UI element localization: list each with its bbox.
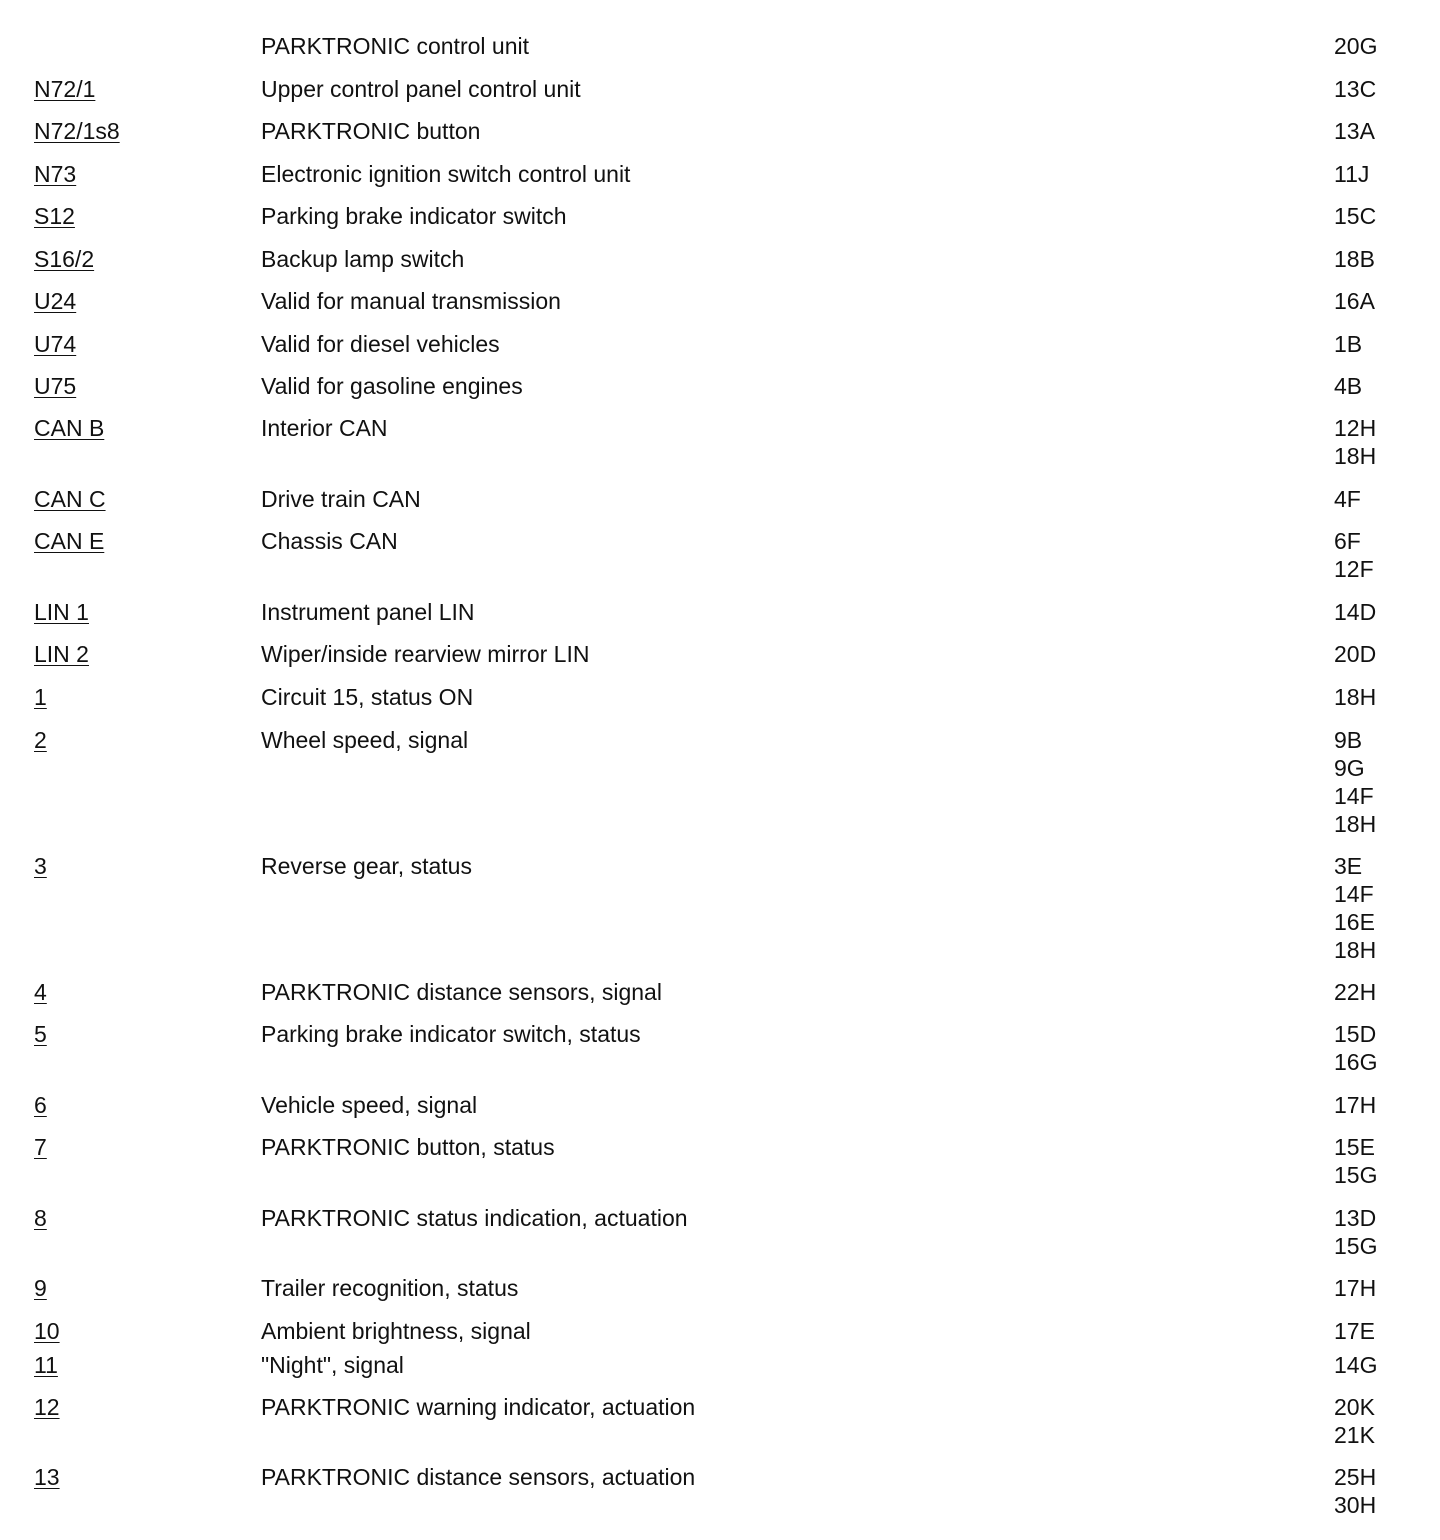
grid-reference: 20G bbox=[1334, 33, 1378, 59]
component-description: Parking brake indicator switch, status bbox=[261, 1021, 641, 1047]
grid-reference: 15G bbox=[1334, 1233, 1378, 1259]
grid-reference-list bbox=[1334, 330, 1424, 358]
component-description: Electronic ignition switch control unit bbox=[261, 161, 631, 187]
grid-reference: 17H bbox=[1334, 1092, 1377, 1118]
grid-reference: 16G bbox=[1334, 1049, 1378, 1075]
grid-reference-list bbox=[1334, 598, 1424, 626]
legend-row bbox=[0, 1463, 1440, 1518]
component-code-link[interactable]: 2 bbox=[34, 727, 47, 753]
legend-row bbox=[0, 598, 1440, 626]
grid-reference: 22H bbox=[1334, 979, 1377, 1005]
grid-reference: 15D bbox=[1334, 1021, 1377, 1047]
component-code-link[interactable]: CAN E bbox=[34, 528, 105, 554]
component-description: PARKTRONIC distance sensors, actuation bbox=[261, 1464, 696, 1490]
legend-row bbox=[0, 1020, 1440, 1075]
legend-row bbox=[0, 1204, 1440, 1259]
component-description: Chassis CAN bbox=[261, 528, 398, 554]
component-description: Wheel speed, signal bbox=[261, 727, 469, 753]
legend-row bbox=[0, 287, 1440, 315]
legend-row bbox=[0, 117, 1440, 145]
grid-reference-list bbox=[1334, 485, 1424, 513]
legend-row bbox=[0, 852, 1440, 963]
component-description: PARKTRONIC control unit bbox=[261, 33, 529, 59]
grid-reference: 25H bbox=[1334, 1464, 1377, 1490]
grid-reference-list bbox=[1334, 245, 1424, 273]
component-code-link[interactable]: 10 bbox=[34, 1318, 60, 1344]
grid-reference: 11J bbox=[1334, 161, 1370, 187]
grid-reference-list bbox=[1334, 1204, 1424, 1260]
component-code-link[interactable]: 12 bbox=[34, 1394, 60, 1420]
grid-reference: 9G bbox=[1334, 755, 1365, 781]
component-description: "Night", signal bbox=[261, 1352, 404, 1378]
legend-row bbox=[0, 1351, 1440, 1379]
legend-row bbox=[0, 485, 1440, 513]
component-code-link[interactable]: 4 bbox=[34, 979, 47, 1005]
component-code-link[interactable]: 7 bbox=[34, 1134, 47, 1160]
component-description: PARKTRONIC button bbox=[261, 118, 481, 144]
grid-reference-list bbox=[1334, 1393, 1424, 1449]
component-code-link[interactable]: 5 bbox=[34, 1021, 47, 1047]
grid-reference-list bbox=[1334, 1133, 1424, 1189]
component-description: Wiper/inside rearview mirror LIN bbox=[261, 641, 590, 667]
grid-reference-list bbox=[1334, 202, 1424, 230]
legend-row bbox=[0, 1393, 1440, 1448]
grid-reference: 16E bbox=[1334, 909, 1375, 935]
grid-reference: 14G bbox=[1334, 1352, 1378, 1378]
component-code-link[interactable]: U75 bbox=[34, 373, 77, 399]
component-description: Reverse gear, status bbox=[261, 853, 472, 879]
legend-row bbox=[0, 372, 1440, 400]
component-description: PARKTRONIC distance sensors, signal bbox=[261, 979, 662, 1005]
grid-reference: 12H bbox=[1334, 415, 1377, 441]
legend-row bbox=[0, 1133, 1440, 1188]
grid-reference: 13A bbox=[1334, 118, 1375, 144]
legend-row bbox=[0, 1274, 1440, 1302]
component-code-link[interactable]: S12 bbox=[34, 203, 75, 229]
legend-row bbox=[0, 726, 1440, 837]
component-description: Circuit 15, status ON bbox=[261, 684, 474, 710]
grid-reference-list bbox=[1334, 1274, 1424, 1302]
component-code-link[interactable]: U24 bbox=[34, 288, 77, 314]
grid-reference: 20K bbox=[1334, 1394, 1375, 1420]
component-description: PARKTRONIC button, status bbox=[261, 1134, 555, 1160]
component-code-link[interactable]: N73 bbox=[34, 161, 77, 187]
grid-reference: 18H bbox=[1334, 937, 1377, 963]
grid-reference: 18B bbox=[1334, 246, 1375, 272]
component-code-link[interactable]: LIN 1 bbox=[34, 599, 89, 625]
component-code-link[interactable]: LIN 2 bbox=[34, 641, 89, 667]
component-code-link[interactable]: 9 bbox=[34, 1275, 47, 1301]
grid-reference: 1B bbox=[1334, 331, 1363, 357]
component-description: Backup lamp switch bbox=[261, 246, 465, 272]
grid-reference: 14F bbox=[1334, 881, 1374, 907]
grid-reference-list bbox=[1334, 414, 1424, 470]
grid-reference: 6F bbox=[1334, 528, 1361, 554]
component-code-link[interactable]: 6 bbox=[34, 1092, 47, 1118]
component-description: Parking brake indicator switch bbox=[261, 203, 567, 229]
component-code-link[interactable]: CAN B bbox=[34, 415, 105, 441]
component-code-link[interactable]: S16/2 bbox=[34, 246, 95, 272]
legend-row bbox=[0, 330, 1440, 358]
legend-row bbox=[0, 160, 1440, 188]
grid-reference-list bbox=[1334, 32, 1424, 60]
grid-reference-list bbox=[1334, 726, 1424, 838]
component-description: Instrument panel LIN bbox=[261, 599, 475, 625]
grid-reference: 3E bbox=[1334, 853, 1363, 879]
component-code-link[interactable]: 3 bbox=[34, 853, 47, 879]
grid-reference-list bbox=[1334, 978, 1424, 1006]
component-description: Valid for diesel vehicles bbox=[261, 331, 500, 357]
component-description: Ambient brightness, signal bbox=[261, 1318, 531, 1344]
legend-row bbox=[0, 1317, 1440, 1345]
grid-reference-list bbox=[1334, 75, 1424, 103]
grid-reference: 9B bbox=[1334, 727, 1363, 753]
component-description: PARKTRONIC warning indicator, actuation bbox=[261, 1394, 696, 1420]
grid-reference: 17E bbox=[1334, 1318, 1375, 1344]
legend-row bbox=[0, 32, 1440, 60]
grid-reference-list bbox=[1334, 527, 1424, 583]
grid-reference: 18H bbox=[1334, 811, 1377, 837]
component-code-link[interactable]: N72/1s8 bbox=[34, 118, 120, 144]
grid-reference: 30H bbox=[1334, 1492, 1377, 1518]
legend-row bbox=[0, 527, 1440, 582]
grid-reference: 21K bbox=[1334, 1422, 1375, 1448]
grid-reference-list bbox=[1334, 117, 1424, 145]
component-code-link[interactable]: 1 bbox=[34, 684, 47, 710]
grid-reference: 4B bbox=[1334, 373, 1363, 399]
component-description: Valid for manual transmission bbox=[261, 288, 561, 314]
grid-reference: 13D bbox=[1334, 1205, 1377, 1231]
grid-reference: 18H bbox=[1334, 684, 1377, 710]
component-description: Valid for gasoline engines bbox=[261, 373, 523, 399]
grid-reference-list bbox=[1334, 160, 1424, 188]
component-code-link[interactable]: N72/1 bbox=[34, 76, 96, 102]
legend-row bbox=[0, 202, 1440, 230]
component-description: Upper control panel control unit bbox=[261, 76, 581, 102]
grid-reference: 20D bbox=[1334, 641, 1377, 667]
component-description: Interior CAN bbox=[261, 415, 388, 441]
grid-reference: 14F bbox=[1334, 783, 1374, 809]
grid-reference: 15C bbox=[1334, 203, 1377, 229]
component-description: Vehicle speed, signal bbox=[261, 1092, 478, 1118]
grid-reference: 4F bbox=[1334, 486, 1361, 512]
component-description: Trailer recognition, status bbox=[261, 1275, 519, 1301]
legend-row bbox=[0, 640, 1440, 668]
grid-reference: 15E bbox=[1334, 1134, 1375, 1160]
grid-reference: 15G bbox=[1334, 1162, 1378, 1188]
legend-row bbox=[0, 683, 1440, 711]
component-code-link[interactable]: CAN C bbox=[34, 486, 106, 512]
grid-reference-list bbox=[1334, 1351, 1424, 1379]
grid-reference-list bbox=[1334, 1463, 1424, 1519]
grid-reference: 14D bbox=[1334, 599, 1377, 625]
grid-reference-list bbox=[1334, 372, 1424, 400]
grid-reference-list bbox=[1334, 852, 1424, 964]
legend-row bbox=[0, 978, 1440, 1006]
component-description: Drive train CAN bbox=[261, 486, 421, 512]
grid-reference-list bbox=[1334, 287, 1424, 315]
component-code-link[interactable]: 11 bbox=[34, 1352, 58, 1378]
legend-row bbox=[0, 414, 1440, 469]
grid-reference: 12F bbox=[1334, 556, 1374, 582]
grid-reference-list bbox=[1334, 1317, 1424, 1345]
legend-row bbox=[0, 1091, 1440, 1119]
component-description: PARKTRONIC status indication, actuation bbox=[261, 1205, 688, 1231]
legend-row bbox=[0, 245, 1440, 273]
grid-reference-list bbox=[1334, 1091, 1424, 1119]
component-code-link[interactable]: 13 bbox=[34, 1464, 60, 1490]
grid-reference-list bbox=[1334, 683, 1424, 711]
component-code-link[interactable]: U74 bbox=[34, 331, 77, 357]
grid-reference-list bbox=[1334, 1020, 1424, 1076]
legend-row bbox=[0, 75, 1440, 103]
grid-reference: 13C bbox=[1334, 76, 1377, 102]
grid-reference: 18H bbox=[1334, 443, 1377, 469]
grid-reference: 17H bbox=[1334, 1275, 1377, 1301]
grid-reference: 16A bbox=[1334, 288, 1375, 314]
component-code-link[interactable]: 8 bbox=[34, 1205, 47, 1231]
grid-reference-list bbox=[1334, 640, 1424, 668]
